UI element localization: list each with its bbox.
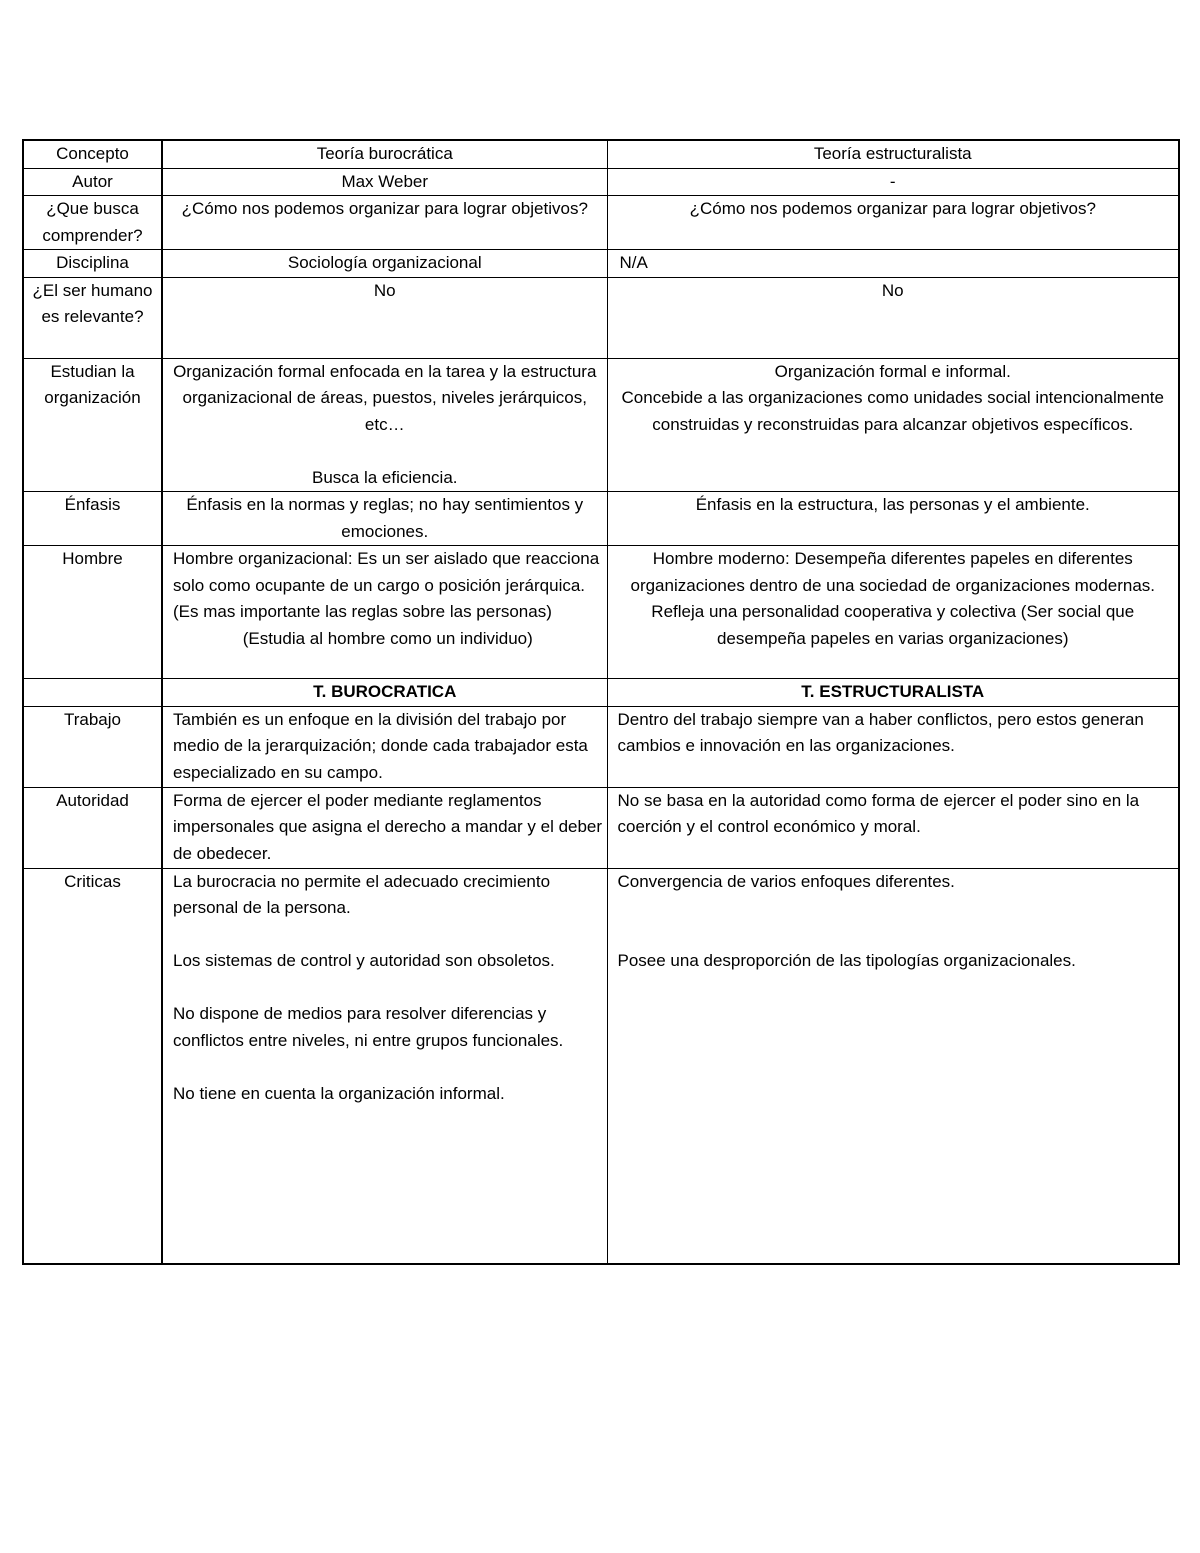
row-label-autor: Autor (23, 168, 162, 196)
row-label-autoridad: Autoridad (23, 787, 162, 868)
table-row-ser-humano (23, 277, 1179, 358)
row-label-estudian: Estudian la organización (23, 358, 162, 492)
table-row-hombre (23, 546, 1179, 679)
cell-autoridad-burocratica: Forma de ejercer el poder mediante reglamentos impersonales que asigna el derecho a mandar y el deber de obedecer. (162, 787, 607, 868)
cell-hombre-estructuralista: Hombre moderno: Desempeña diferentes papeles en diferentes organizaciones dentro de una sociedad de organizaciones modernas. Refleja una personalidad cooperativa y colectiva (Ser social que desempeña papeles en varias organizaciones) (607, 546, 1179, 679)
table-row-trabajo (23, 706, 1179, 787)
cell-hombre-burocratica (162, 546, 607, 679)
cell-autoridad-estructuralista: No se basa en la autoridad como forma de ejercer el poder sino en la coerción y el control económico y moral. (607, 787, 1179, 868)
row-label-ser-humano: ¿El ser humano es relevante? (23, 277, 162, 358)
cell-criticas-burocratica: La burocracia no permite el adecuado crecimiento personal de la persona. Los sistemas de control y autoridad son obsoletos. No dispone de medios para resolver diferencias y conflictos entre niveles, ni entre grupos funcionales. No tiene en cuenta la organización informal. (162, 868, 607, 1264)
row-label-criticas: Criticas (23, 868, 162, 1264)
row-label-disciplina: Disciplina (23, 250, 162, 278)
row-label-trabajo: Trabajo (23, 706, 162, 787)
cell-enfasis-burocratica: Énfasis en la normas y reglas; no hay sentimientos y emociones. (162, 492, 607, 546)
table-row-autoridad (23, 787, 1179, 868)
cell-estudian-burocratica: Organización formal enfocada en la tarea y la estructura organizacional de áreas, puestos, niveles jerárquicos, etc… Busca la eficiencia. (162, 358, 607, 492)
cell-estudian-estructuralista: Organización formal e informal. Concebide a las organizaciones como unidades social intencionalmente construidas y reconstruidas para alcanzar objetivos específicos. (607, 358, 1179, 492)
hombre-burocratica-note: (Estudia al hombre como un individuo) (242, 628, 533, 648)
cell-criticas-estructuralista: Convergencia de varios enfoques diferentes. Posee una desproporción de las tipologías organizacionales. (607, 868, 1179, 1264)
table-row-disciplina (23, 250, 1179, 278)
subheader-burocratica: T. BUROCRATICA (162, 679, 607, 707)
table-row-enfasis (23, 492, 1179, 546)
header-concepto: Concepto (23, 140, 162, 168)
cell-ser-humano-burocratica: No (162, 277, 607, 358)
table-subheader-row (23, 679, 1179, 707)
comparison-table (22, 139, 1180, 1265)
cell-trabajo-estructuralista: Dentro del trabajo siempre van a haber conflictos, pero estos generan cambios e innovación en las organizaciones. (607, 706, 1179, 787)
header-teoria-estructuralista: Teoría estructuralista (607, 140, 1179, 168)
cell-autor-burocratica: Max Weber (162, 168, 607, 196)
cell-disciplina-burocratica: Sociología organizacional (162, 250, 607, 278)
table-header-row (23, 140, 1179, 168)
row-label-hombre: Hombre (23, 546, 162, 679)
table-row-criticas (23, 868, 1179, 1264)
table-row-autor (23, 168, 1179, 196)
subheader-concepto (23, 679, 162, 707)
row-label-enfasis: Énfasis (23, 492, 162, 546)
row-label-busca: ¿Que busca comprender? (23, 196, 162, 250)
hombre-burocratica-text: Hombre organizacional: Es un ser aislado que reacciona solo como ocupante de un cargo o posición jerárquica. (Es mas importante las reglas sobre las personas) (173, 549, 600, 621)
table-row-busca (23, 196, 1179, 250)
cell-busca-estructuralista: ¿Cómo nos podemos organizar para lograr objetivos? (607, 196, 1179, 250)
cell-busca-burocratica: ¿Cómo nos podemos organizar para lograr objetivos? (162, 196, 607, 250)
header-teoria-burocratica: Teoría burocrática (162, 140, 607, 168)
cell-ser-humano-estructuralista: No (607, 277, 1179, 358)
cell-enfasis-estructuralista: Énfasis en la estructura, las personas y el ambiente. (607, 492, 1179, 546)
cell-trabajo-burocratica: También es un enfoque en la división del trabajo por medio de la jerarquización; donde cada trabajador esta especializado en su campo. (162, 706, 607, 787)
cell-autor-estructuralista: - (607, 168, 1179, 196)
table-row-estudian (23, 358, 1179, 492)
cell-disciplina-estructuralista: N/A (607, 250, 1179, 278)
subheader-estructuralista: T. ESTRUCTURALISTA (607, 679, 1179, 707)
